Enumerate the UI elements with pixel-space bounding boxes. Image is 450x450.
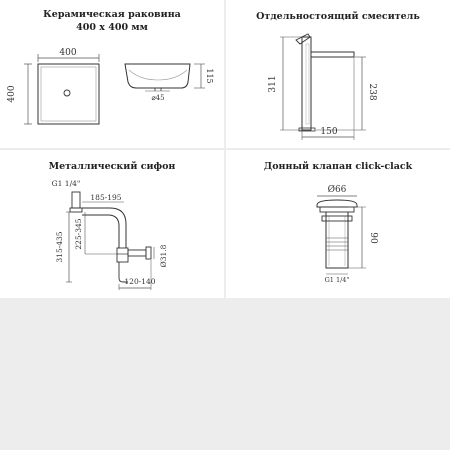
sink-side-height-label: 115	[205, 68, 214, 84]
siphon-title: Металлический сифон	[48, 161, 176, 172]
siphon-inlet	[72, 192, 80, 208]
drain-hole-icon	[64, 90, 70, 96]
valve-title: Донный клапан click-clack	[263, 161, 413, 172]
sink-height-label: 400	[7, 85, 17, 103]
siphon-thread-label: G1 1/4"	[51, 179, 81, 188]
siphon-outlet-label: Ø31.8	[159, 244, 168, 268]
siphon-inner-height-label: 225-345	[74, 218, 83, 250]
sink-drain-label: ⌀45	[151, 94, 165, 102]
siphon-trap	[117, 248, 128, 262]
valve-diameter-label: Ø66	[327, 185, 347, 195]
valve-thread-label: G1 1/4"	[324, 276, 350, 284]
empty-area	[0, 298, 450, 450]
siphon-depth-label: 120-140	[124, 277, 156, 286]
siphon-outlet	[128, 250, 146, 256]
mixer-spout	[311, 52, 354, 57]
mixer-drawing	[226, 0, 450, 148]
siphon-horizontal-label: 185-195	[90, 193, 122, 202]
mixer-panel	[226, 0, 450, 148]
mixer-body	[302, 37, 311, 130]
sink-side-view	[125, 64, 190, 88]
valve-body	[326, 212, 348, 268]
siphon-drawing	[0, 150, 224, 298]
valve-drawing	[226, 150, 450, 298]
sink-top-width-label: 400	[59, 48, 77, 58]
mixer-title: Отдельностоящий смеситель	[256, 11, 420, 22]
siphon-panel	[0, 150, 224, 298]
mixer-spout-height-label: 238	[367, 83, 377, 101]
sink-top-view	[38, 64, 99, 124]
mixer-lever	[296, 34, 310, 44]
valve-height-label: 90	[368, 232, 378, 244]
valve-cap	[317, 200, 357, 207]
siphon-total-height-label: 315-435	[55, 231, 64, 263]
sink-title-line2: 400 х 400 мм	[76, 22, 148, 33]
sink-title-line1: Керамическая раковина	[43, 9, 181, 20]
sink-panel	[0, 0, 224, 148]
sink-drawing	[0, 0, 224, 148]
mixer-height-label: 311	[268, 75, 278, 93]
mixer-spout-length-label: 150	[320, 127, 338, 137]
valve-panel	[226, 150, 450, 298]
